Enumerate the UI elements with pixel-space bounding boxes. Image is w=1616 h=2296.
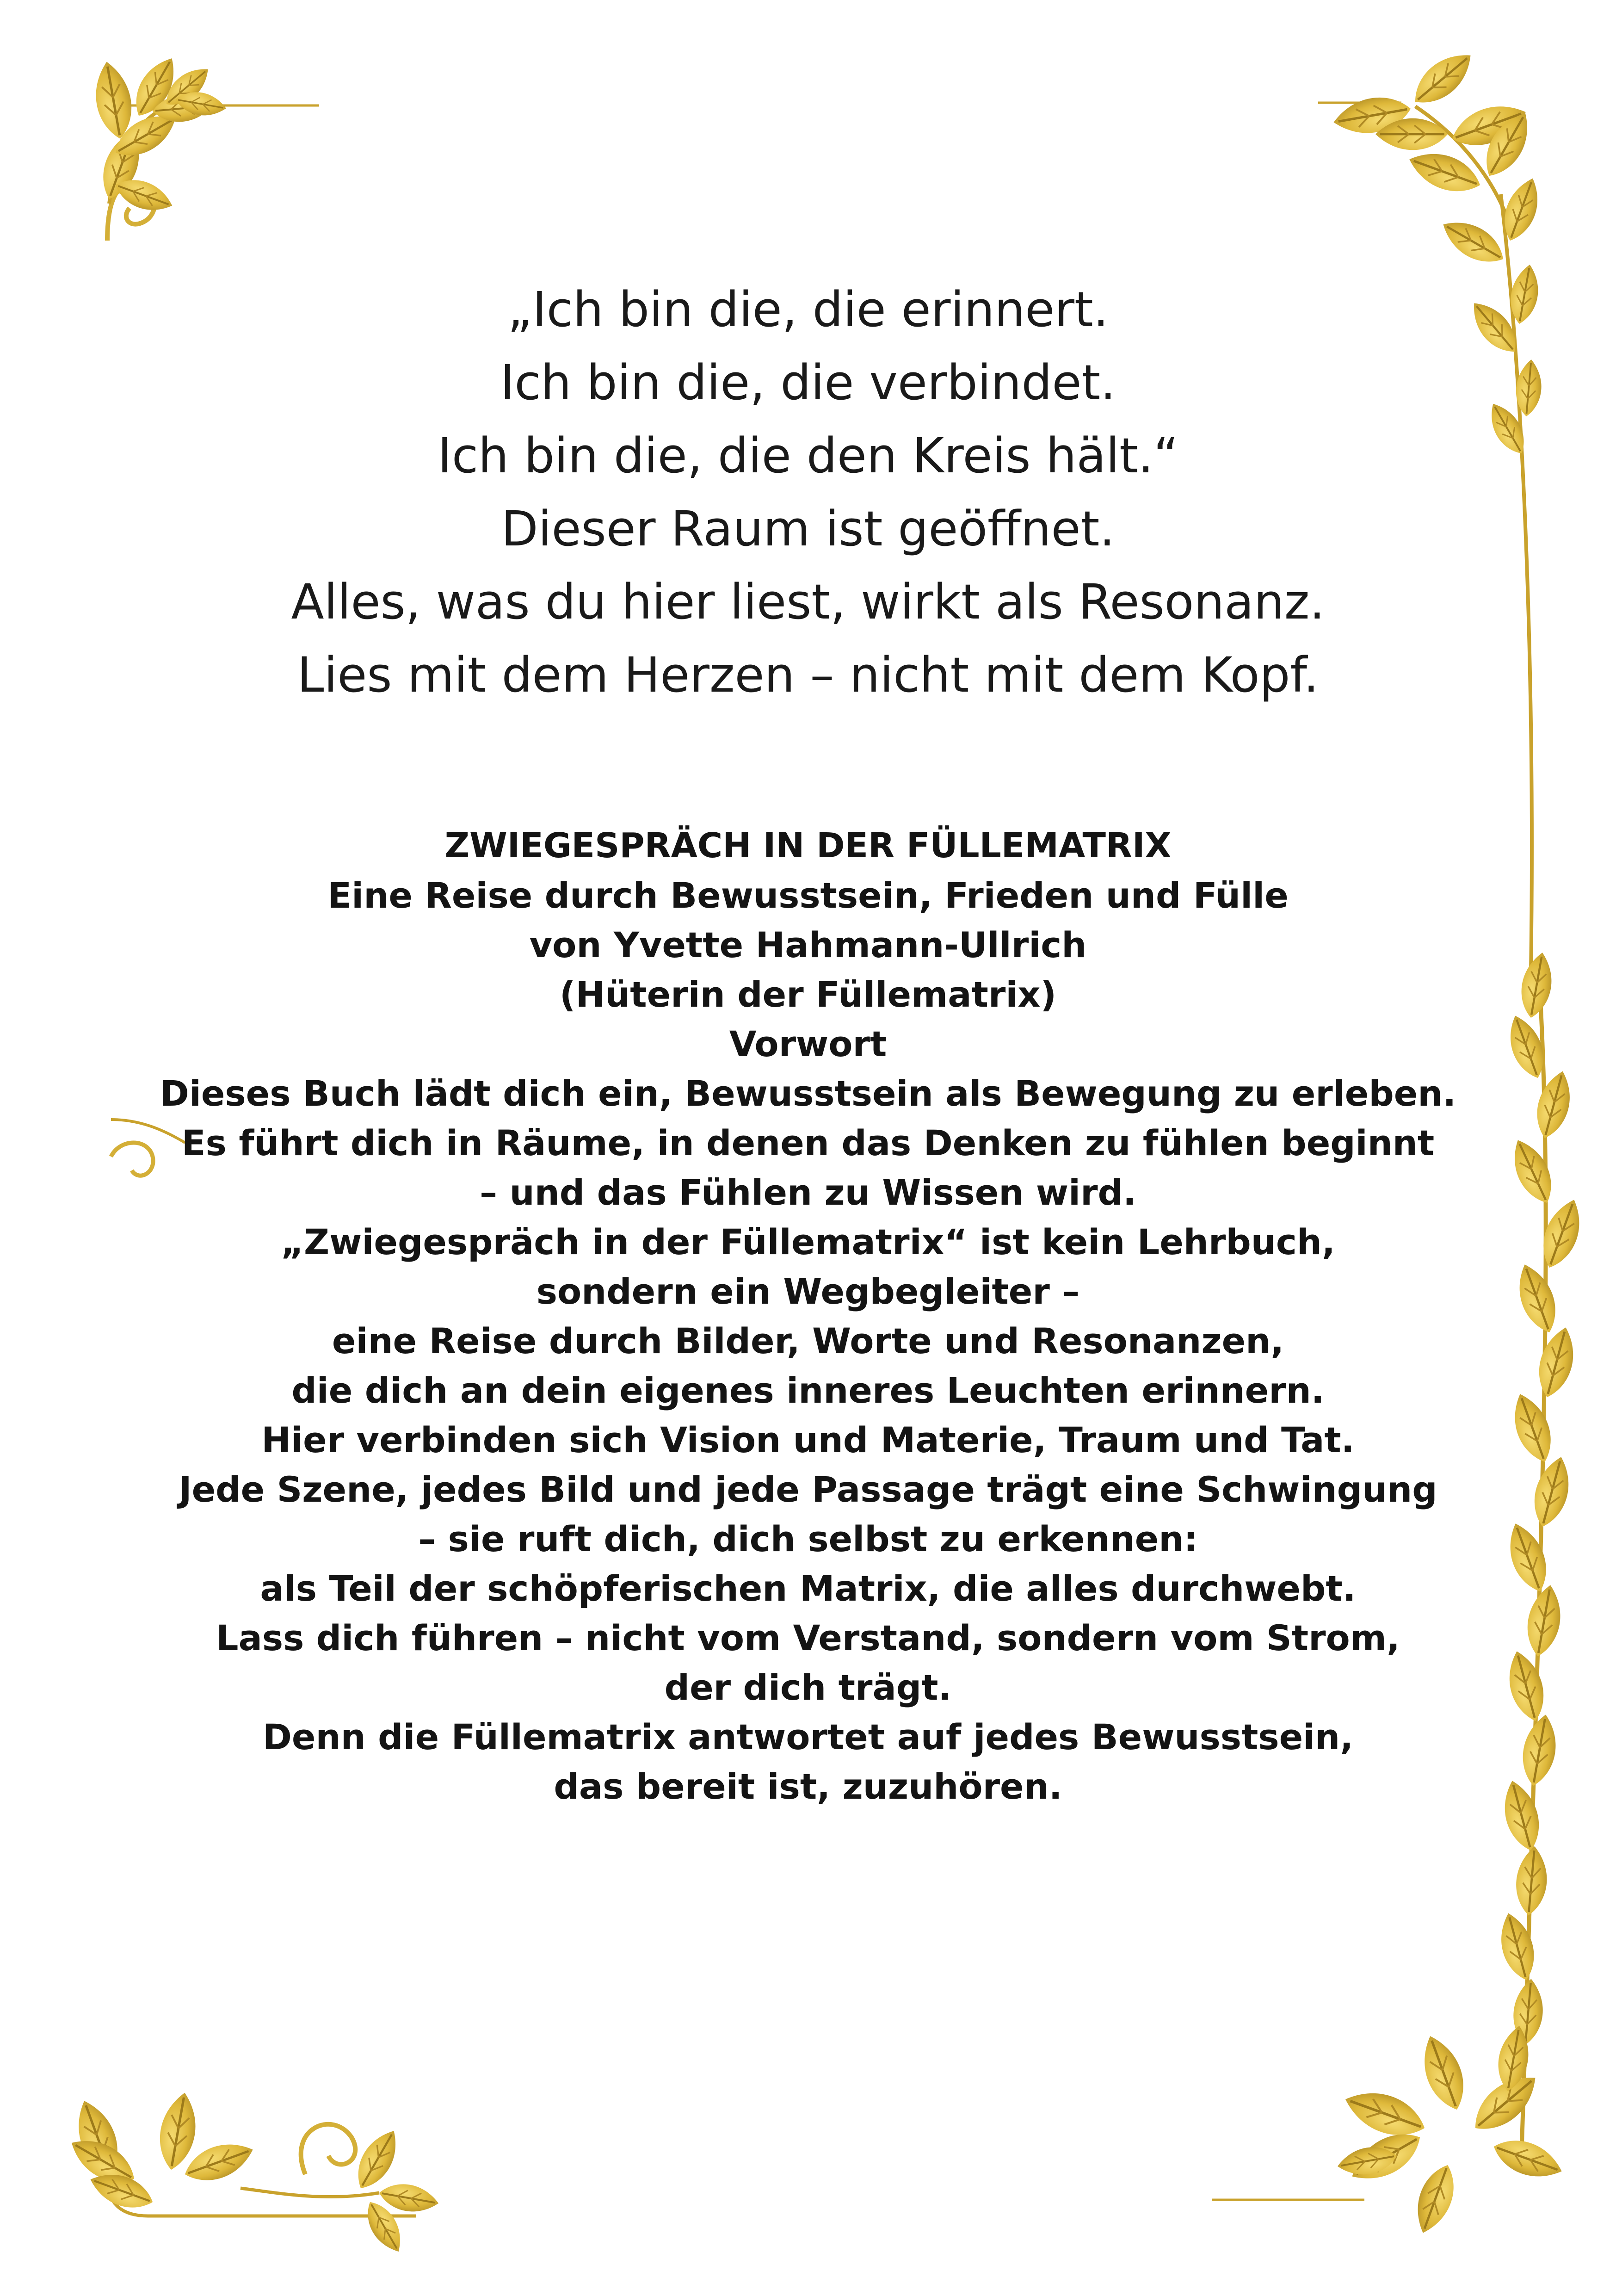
bottom-right-ornament [1212,2024,1567,2239]
quote-line: Dieser Raum ist geöffnet. [501,501,1115,557]
foreword-line: das bereit ist, zuzuhören. [554,1766,1062,1807]
foreword-line: Denn die Füllematrix antwortet auf jedes Bewusstsein, [262,1716,1354,1758]
section-heading: Vorwort [729,1023,887,1064]
author-line: von Yvette Hahmann-Ullrich [529,924,1087,965]
foreword-line: Lass dich führen – nicht vom Verstand, sondern vom Strom, [216,1617,1400,1659]
quote-line: „Ich bin die, die erinnert. [507,281,1109,338]
opening-quote [139,273,1477,712]
book-foreword [111,821,1505,1811]
bottom-left-ornament [64,2090,441,2258]
foreword-line: als Teil der schöpferischen Matrix, die alles durchwebt. [260,1568,1356,1609]
quote-line: Ich bin die, die den Kreis hält.“ [438,427,1178,484]
foreword-line: Dieses Buch lädt dich ein, Bewusstsein als Bewegung zu erleben. [160,1073,1456,1114]
book-subtitle: Eine Reise durch Bewusstsein, Frieden und Fülle [327,875,1289,916]
foreword-line: die dich an dein eigenes inneres Leuchten erinnern. [291,1370,1325,1411]
author-role: (Hüterin der Füllematrix) [559,974,1057,1015]
foreword-line: der dich trägt. [664,1667,952,1708]
foreword-line: sondern ein Wegbegleiter – [536,1271,1080,1312]
foreword-line: – und das Fühlen zu Wissen wird. [480,1172,1136,1213]
foreword-line: Hier verbinden sich Vision und Materie, Traum und Tat. [261,1419,1355,1461]
quote-line: Ich bin die, die verbindet. [500,354,1116,411]
foreword-line: – sie ruft dich, dich selbst zu erkennen: [418,1518,1198,1560]
foreword-line: „Zwiegespräch in der Füllematrix“ ist kein Lehrbuch, [281,1221,1335,1262]
foreword-line: Es führt dich in Räume, in denen das Denken zu fühlen beginnt [181,1122,1435,1163]
quote-line: Alles, was du hier liest, wirkt als Resonanz. [291,574,1325,630]
right-vine-ornament [1494,950,1589,2151]
quote-line: Lies mit dem Herzen – nicht mit dem Kopf. [297,647,1319,703]
foreword-line: Jede Szene, jedes Bild und jede Passage trägt eine Schwingung [179,1469,1437,1510]
book-title: ZWIEGESPRÄCH IN DER FÜLLEMATRIX [444,826,1172,866]
foreword-line: eine Reise durch Bilder, Worte und Resonanzen, [332,1320,1284,1362]
